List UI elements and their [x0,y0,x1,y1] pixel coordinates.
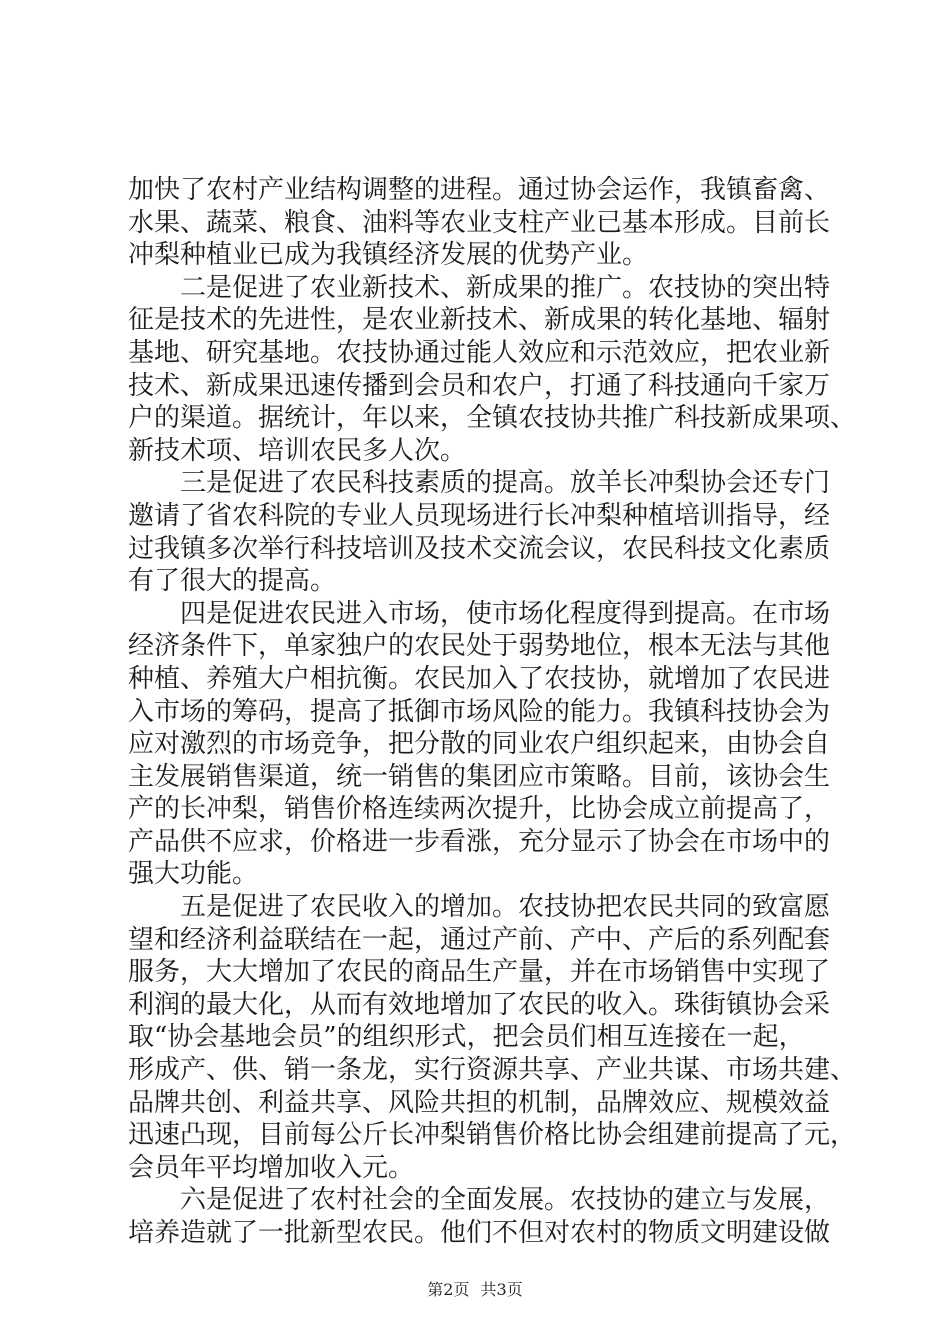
text-line: 有了很大的提高。 [128,566,337,597]
text-line: 产的长冲梨，销售价格连续两次提升，比协会成立前提高了， [128,794,831,825]
text-line: 水果、蔬菜、粮食、油料等农业支柱产业已基本形成。目前长 [128,207,831,238]
text-line: 产品供不应求，价格进一步看涨，充分显示了协会在市场中的 [128,826,831,857]
text-line: 利润的最大化，从而有效地增加了农民的收入。珠街镇协会采 [128,989,831,1020]
page-footer [0,1277,950,1300]
text-line: 技术、新成果迅速传播到会员和农户，打通了科技通向千家万 [128,370,831,401]
text-line: 种植、养殖大户相抗衡。农民加入了农技协，就增加了农民进 [128,663,831,694]
body-text [128,174,858,1250]
text-line: 取“协会基地会员”的组织形式，把会员们相互连接在一起， [128,1022,805,1053]
page-number: 第2页 [427,1280,470,1299]
text-line: 户的渠道。据统计，年以来，全镇农技协共推广科技新成果项、 [128,403,857,434]
text-line: 强大功能。 [128,859,259,890]
text-line: 形成产、供、销一条龙，实行资源共享、产业共谋、市场共建、 [128,1055,857,1086]
text-line: 过我镇多次举行科技培训及技术交流会议，农民科技文化素质 [128,533,831,564]
text-line: 五是促进了农民收入的增加。农技协把农民共同的致富愿 [180,892,831,923]
text-line: 二是促进了农业新技术、新成果的推广。农技协的突出特 [180,272,831,303]
text-line: 加快了农村产业结构调整的进程。通过协会运作，我镇畜禽、 [128,175,831,205]
text-line: 会员年平均增加收入元。 [128,1152,415,1183]
text-line: 望和经济利益联结在一起，通过产前、产中、产后的系列配套 [128,924,831,955]
text-line: 入市场的筹码，提高了抵御市场风险的能力。我镇科技协会为 [128,696,831,727]
text-line: 邀请了省农科院的专业人员现场进行长冲梨种植培训指导，经 [128,500,831,531]
text-line: 品牌共创、利益共享、风险共担的机制，品牌效应、规模效益 [128,1087,831,1118]
text-line: 四是促进农民进入市场，使市场化程度得到提高。在市场 [180,598,831,629]
text-line: 迅速凸现，目前每公斤长冲梨销售价格比协会组建前提高了元， [128,1120,857,1151]
text-line: 经济条件下，单家独户的农民处于弱势地位，根本无法与其他 [128,631,831,662]
text-line: 应对激烈的市场竞争，把分散的同业农户组织起来，由协会自 [128,729,831,760]
text-line: 培养造就了一批新型农民。他们不但对农村的物质文明建设做 [128,1218,831,1248]
page-total: 共3页 [480,1280,523,1299]
text-line: 基地、研究基地。农技协通过能人效应和示范效应，把农业新 [128,337,831,368]
text-line: 新技术项、培训农民多人次。 [128,435,467,466]
text-line: 六是促进了农村社会的全面发展。农技协的建立与发展， [180,1185,831,1216]
text-line: 主发展销售渠道，统一销售的集团应市策略。目前，该协会生 [128,761,831,792]
text-line: 冲梨种植业已成为我镇经济发展的优势产业。 [128,240,649,271]
text-line: 征是技术的先进性，是农业新技术、新成果的转化基地、辐射 [128,305,831,336]
text-line: 三是促进了农民科技素质的提高。放羊长冲梨协会还专门 [180,468,831,499]
text-line: 服务，大大增加了农民的商品生产量，并在市场销售中实现了 [128,957,831,988]
